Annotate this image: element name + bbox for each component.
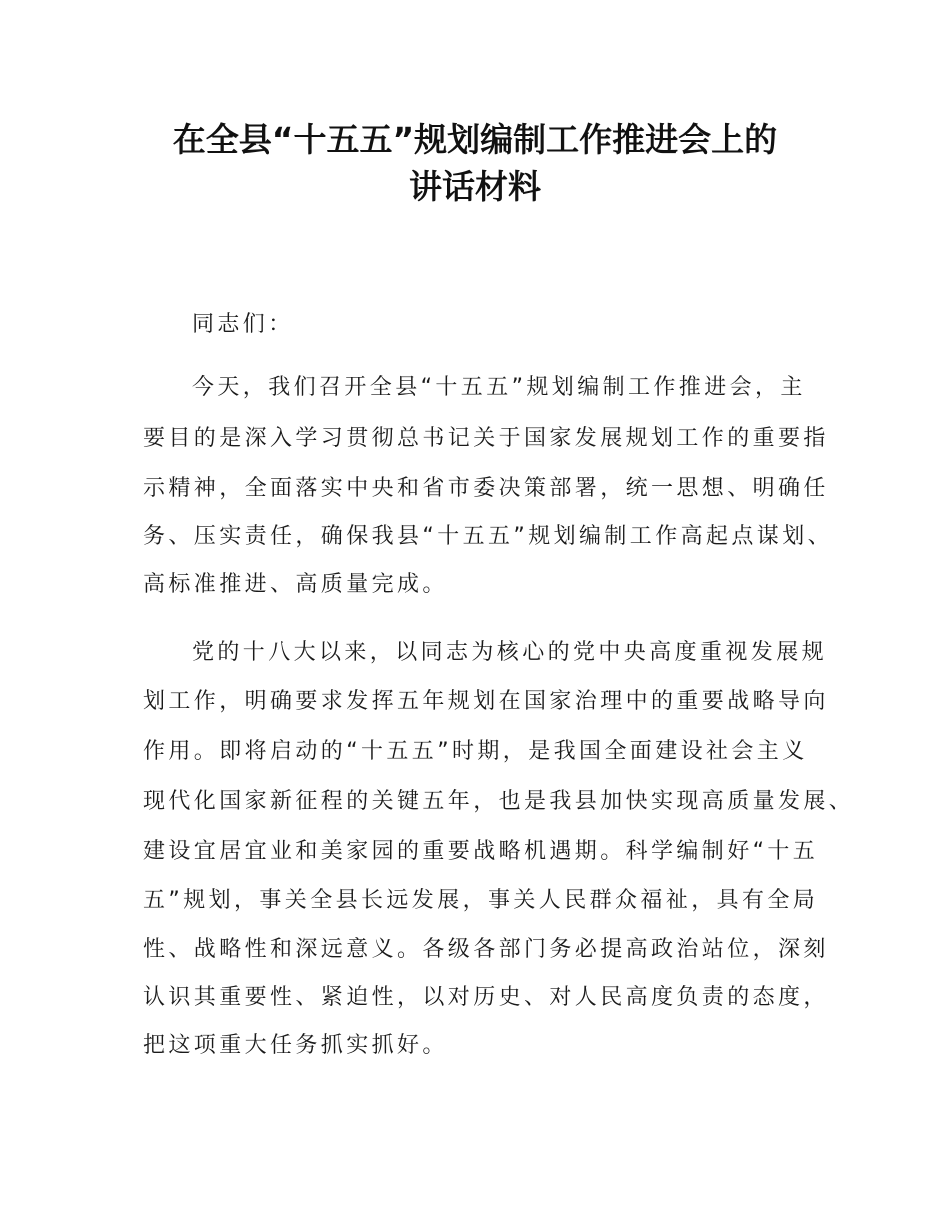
paragraph-line: 示精神，全面落实中央和省市委决策部署，统一思想、明确任 bbox=[143, 476, 829, 501]
paragraph-line: 今天，我们召开全县“十五五”规划编制工作推进会，主 bbox=[192, 375, 806, 400]
document-title-line-1: 在全县“十五五”规划编制工作推进会上的 bbox=[172, 120, 778, 159]
paragraph-line: 性、战略性和深远意义。各级各部门务必提高政治站位，深刻 bbox=[143, 937, 829, 962]
paragraph-line: 党的十八大以来，以同志为核心的党中央高度重视发展规 bbox=[192, 640, 828, 665]
salutation: 同志们： bbox=[192, 312, 294, 337]
paragraph-line: 要目的是深入学习贯彻总书记关于国家发展规划工作的重要指 bbox=[143, 426, 829, 451]
paragraph-line: 划工作，明确要求发挥五年规划在国家治理中的重要战略导向 bbox=[143, 689, 829, 714]
paragraph-line: 现代化国家新征程的关键五年，也是我县加快实现高质量发展、 bbox=[143, 789, 855, 814]
paragraph-line: 认识其重要性、紧迫性，以对历史、对人民高度负责的态度， bbox=[143, 985, 829, 1010]
paragraph-line: 五”规划，事关全县长远发展，事关人民群众福祉，具有全局 bbox=[143, 888, 819, 913]
document-title-line-2: 讲话材料 bbox=[409, 167, 541, 206]
paragraph-line: 务、压实责任，确保我县“十五五”规划编制工作高起点谋划、 bbox=[143, 524, 833, 549]
paragraph-line: 把这项重大任务抓实抓好。 bbox=[143, 1033, 448, 1058]
paragraph-line: 作用。即将启动的“十五五”时期，是我国全面建设社会主义 bbox=[143, 739, 808, 764]
paragraph-line: 高标准推进、高质量完成。 bbox=[143, 572, 448, 597]
paragraph-line: 建设宜居宜业和美家园的重要战略机遇期。科学编制好“十五 bbox=[143, 839, 819, 864]
